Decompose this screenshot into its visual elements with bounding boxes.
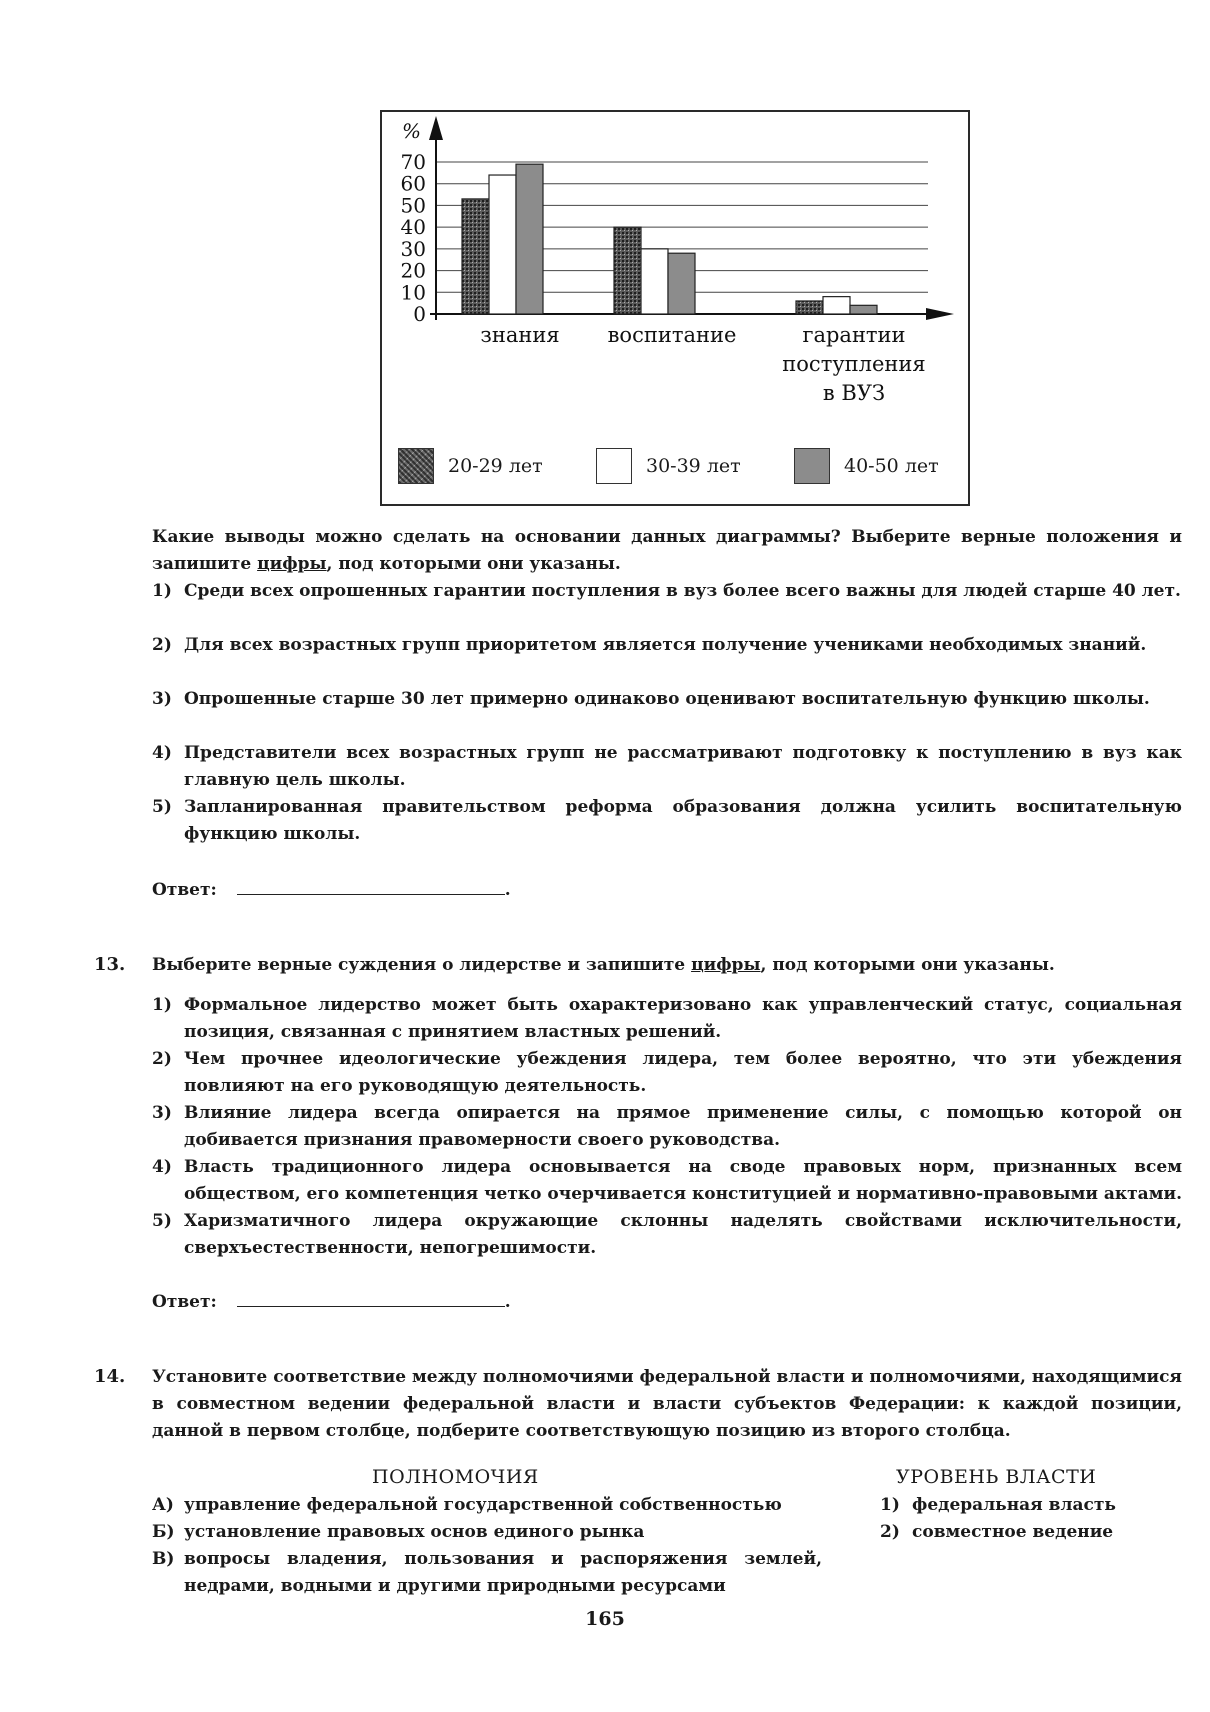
- q14-prompt: Установите соответствие между полномочиями федеральной власти и полномочиями, находящимися в совместном ведении федеральной власти и власти субъектов Федерации: к каждой позиции, данной в первом столбце, подберите соответствующую позицию из второго столбца.: [152, 1367, 1182, 1441]
- y-tick-label: 30: [400, 236, 426, 261]
- answer-input-line[interactable]: [237, 1288, 505, 1307]
- q12-answer: [152, 876, 511, 900]
- bar-30-39-лет-2: [823, 297, 850, 314]
- item-text: совместное ведение: [912, 1522, 1114, 1542]
- option-number: 1): [152, 581, 172, 601]
- option-number: 4): [152, 1157, 172, 1177]
- q12-option-4: [152, 740, 1182, 794]
- option-text: Запланированная правительством реформа образования должна усилить воспитательную функцию школы.: [184, 797, 1182, 844]
- bar-40-50-лет-0: [516, 164, 543, 314]
- legend-item-40-50: [794, 448, 939, 484]
- option-number: 5): [152, 797, 172, 817]
- y-axis-label: %: [402, 119, 422, 143]
- q12-option-1: [152, 578, 1182, 605]
- q13-number: 13.: [94, 954, 126, 975]
- option-text: Власть традиционного лидера основывается на своде правовых норм, признанных всем обществом, его компетенция четко очерчивается конституцией и нормативно-правовыми актами.: [184, 1157, 1182, 1204]
- y-tick-label: 10: [400, 280, 426, 305]
- y-tick-label: 20: [400, 258, 426, 283]
- q13-prompt-text: Выберите верные суждения о лидерстве и запишите: [152, 955, 686, 975]
- option-number: 5): [152, 1211, 172, 1231]
- item-letter: В): [152, 1549, 175, 1569]
- q12-intro-text: Какие выводы можно сделать на основании данных диаграммы? Выберите верные положения и запишите: [152, 527, 1182, 574]
- item-letter: Б): [152, 1522, 175, 1542]
- q13-prompt-tail: , под которыми они указаны.: [760, 955, 1055, 975]
- option-text: Представители всех возрастных групп не рассматривают подготовку к поступлению в вуз как главную цель школы.: [184, 743, 1182, 790]
- q14-right-item-1: [880, 1492, 1180, 1519]
- item-number: 1): [880, 1495, 900, 1515]
- legend-swatch-patterned: [398, 448, 434, 484]
- bar-30-39-лет-1: [641, 249, 668, 314]
- option-text: Среди всех опрошенных гарантии поступления в вуз более всего важны для людей старше 40 лет.: [184, 581, 1181, 601]
- legend-label: 30-39 лет: [646, 455, 741, 477]
- legend-swatch-white: [596, 448, 632, 484]
- q14-number: 14.: [94, 1366, 126, 1387]
- chart-legend: [398, 448, 958, 494]
- item-letter: А): [152, 1495, 174, 1515]
- q13-option-4: [152, 1154, 1182, 1208]
- item-number: 2): [880, 1522, 900, 1542]
- option-text: Харизматичного лидера окружающие склонны наделять свойствами исключительности, сверхъестественности, непогрешимости.: [184, 1211, 1182, 1258]
- option-text: Опрошенные старше 30 лет примерно одинаково оценивают воспитательную функцию школы.: [184, 689, 1150, 709]
- x-category-label: в ВУЗ: [822, 381, 886, 405]
- q12-intro: [152, 524, 1182, 578]
- q13-prompt-emphasis: цифры: [691, 955, 761, 975]
- y-tick-label: 0: [413, 302, 426, 326]
- bar-20-29-лет-1: [614, 227, 641, 314]
- bar-40-50-лет-1: [668, 253, 695, 314]
- item-text: федеральная власть: [912, 1495, 1116, 1515]
- legend-label: 20-29 лет: [448, 455, 543, 477]
- q14-left-item-a: [152, 1492, 822, 1519]
- x-category-label: воспитание: [607, 323, 737, 347]
- bar-20-29-лет-0: [462, 199, 489, 314]
- x-category-label: гарантии: [802, 323, 906, 347]
- item-text: управление федеральной государственной собственностью: [184, 1495, 782, 1515]
- q13-option-1: [152, 992, 1182, 1046]
- q12-option-2: [152, 632, 1182, 659]
- option-text: Формальное лидерство может быть охарактеризовано как управленческий статус, социальная позиция, связанная с принятием властных решений.: [184, 995, 1182, 1042]
- q13-answer: [152, 1288, 511, 1312]
- chart-plot: [382, 112, 968, 504]
- answer-end-dot: .: [504, 880, 511, 900]
- q12-option-5: [152, 794, 1182, 848]
- legend-label: 40-50 лет: [844, 455, 939, 477]
- q13-option-2: [152, 1046, 1182, 1100]
- q14-right-item-2: [880, 1519, 1180, 1546]
- q12-intro-emphasis: цифры: [257, 554, 327, 574]
- q14-left-item-b: [152, 1519, 822, 1546]
- legend-item-30-39: [596, 448, 741, 484]
- option-number: 2): [152, 1049, 172, 1069]
- option-text: Чем прочнее идеологические убеждения лидера, тем более вероятно, что эти убеждения повлияют на его руководящую деятельность.: [184, 1049, 1182, 1096]
- y-tick-label: 70: [400, 150, 426, 174]
- answer-label: Ответ:: [152, 880, 217, 900]
- q13-option-5: [152, 1208, 1182, 1262]
- y-tick-label: 50: [400, 193, 426, 218]
- option-number: 3): [152, 1103, 172, 1123]
- legend-item-20-29: [398, 448, 543, 484]
- q12-option-3: [152, 686, 1182, 713]
- legend-swatch-gray: [794, 448, 830, 484]
- page-number: 165: [585, 1608, 625, 1630]
- y-tick-label: 40: [400, 215, 426, 240]
- item-text: установление правовых основ единого рынка: [184, 1522, 645, 1542]
- bar-chart: [380, 110, 970, 506]
- y-tick-label: 60: [400, 171, 426, 196]
- y-axis-arrow: [429, 116, 443, 140]
- answer-label: Ответ:: [152, 1292, 217, 1312]
- option-text: Для всех возрастных групп приоритетом является получение учениками необходимых знаний.: [184, 635, 1147, 655]
- option-text: Влияние лидера всегда опирается на прямое применение силы, с помощью которой он добивается признания правомерности своего руководства.: [184, 1103, 1182, 1150]
- q13-option-3: [152, 1100, 1182, 1154]
- q13-prompt: [152, 952, 1182, 979]
- q14-left-header: ПОЛНОМОЧИЯ: [372, 1466, 539, 1488]
- x-category-label: поступления: [782, 352, 926, 376]
- q14-left-item-c: [152, 1546, 822, 1600]
- x-axis-arrow: [926, 308, 954, 320]
- option-number: 4): [152, 743, 172, 763]
- item-text: вопросы владения, пользования и распоряжения землей, недрами, водными и другими природными ресурсами: [184, 1549, 822, 1596]
- q12-intro-tail: , под которыми они указаны.: [326, 554, 621, 574]
- q14-right-header: УРОВЕНЬ ВЛАСТИ: [896, 1466, 1097, 1488]
- answer-end-dot: .: [504, 1292, 511, 1312]
- option-number: 3): [152, 689, 172, 709]
- x-category-label: знания: [480, 323, 560, 347]
- option-number: 2): [152, 635, 172, 655]
- answer-input-line[interactable]: [237, 876, 505, 895]
- bar-20-29-лет-2: [796, 301, 823, 314]
- bar-40-50-лет-2: [850, 305, 877, 314]
- bar-30-39-лет-0: [489, 175, 516, 314]
- option-number: 1): [152, 995, 172, 1015]
